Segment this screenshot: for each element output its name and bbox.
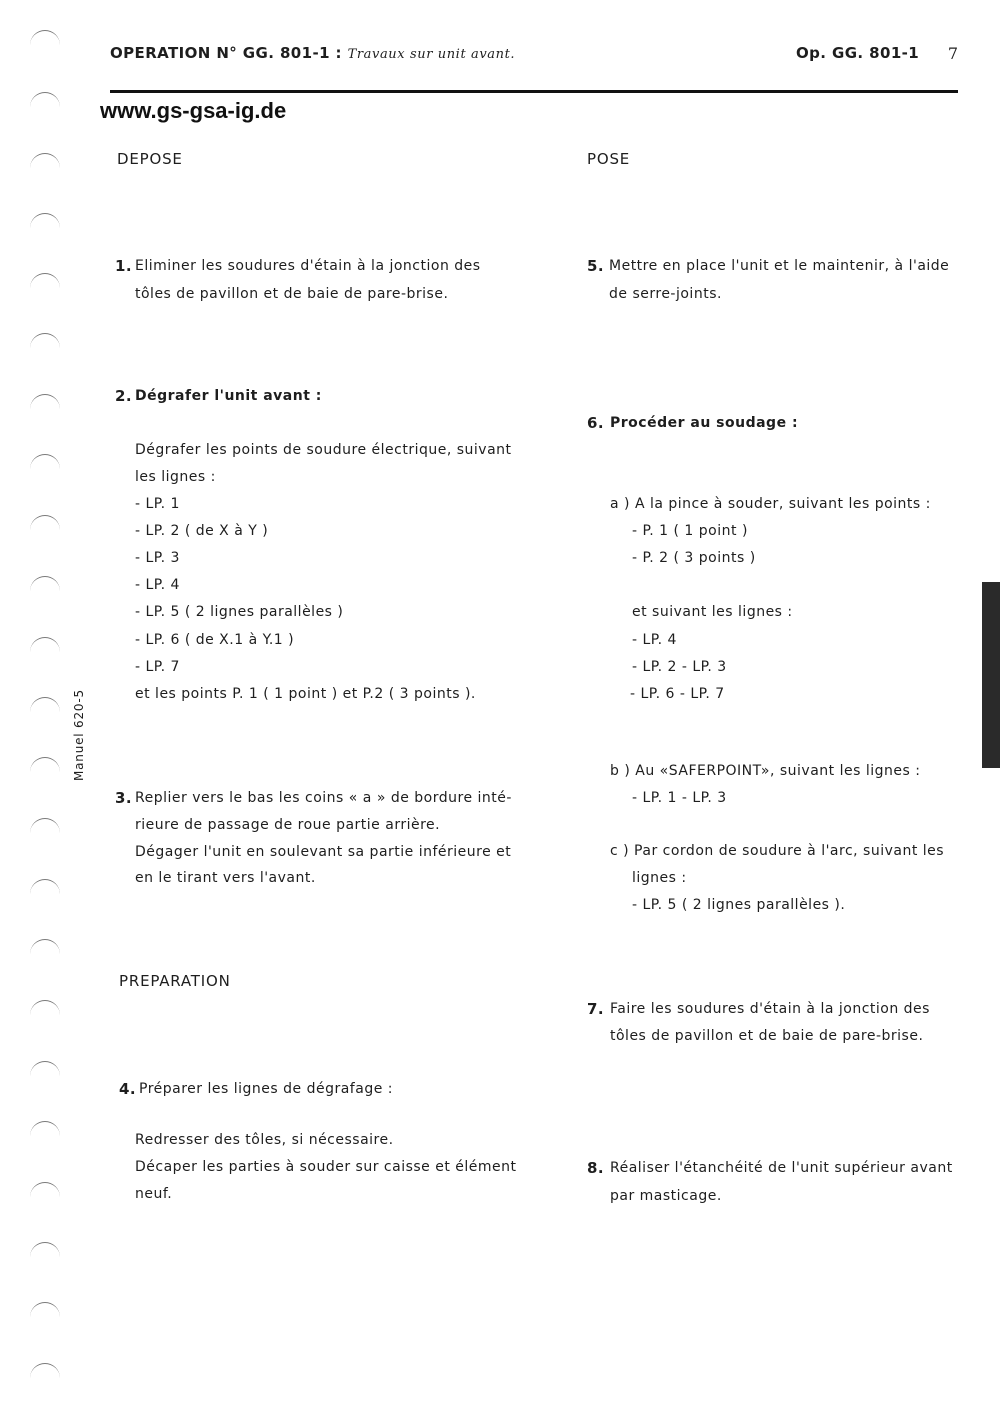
binder-hole — [30, 939, 60, 954]
step-6b-text: b ) Au «SAFERPOINT», suivant les lignes : — [610, 763, 921, 779]
step-4-number: 4. — [119, 1080, 137, 1098]
website-watermark: www.gs-gsa-ig.de — [100, 98, 287, 123]
preparation-heading: PREPARATION — [119, 972, 231, 990]
step-2-points: et les points P. 1 ( 1 point ) et P.2 ( 3 points ). — [135, 686, 476, 702]
binder-hole — [30, 576, 60, 591]
step-5-number: 5. — [587, 257, 605, 275]
step-3-text: rieure de passage de roue partie arrière. — [135, 817, 441, 833]
pose-heading: POSE — [587, 150, 631, 168]
step-6a-lines-intro: et suivant les lignes : — [632, 604, 793, 620]
binder-hole — [30, 1242, 60, 1257]
binder-hole — [30, 333, 60, 348]
line-list-item: - LP. 5 ( 2 lignes parallèles ) — [135, 604, 344, 620]
line-list-item: - LP. 1 - LP. 3 — [632, 790, 727, 806]
binder-hole — [30, 92, 60, 107]
binder-hole — [30, 153, 60, 168]
binder-hole — [30, 1182, 60, 1197]
point-list-item: - P. 2 ( 3 points ) — [632, 550, 756, 566]
step-4-text: Décaper les parties à souder sur caisse et élément — [135, 1159, 517, 1175]
step-3-number: 3. — [115, 789, 133, 807]
operation-title — [110, 44, 515, 62]
step-2-text: Dégrafer les points de soudure électrique, suivant — [135, 442, 512, 458]
binder-hole — [30, 1121, 60, 1136]
step-5-text: de serre-joints. — [609, 286, 722, 302]
step-4-text: Redresser des tôles, si nécessaire. — [135, 1132, 394, 1148]
line-list-item: - LP. 3 — [135, 550, 180, 566]
binder-hole — [30, 213, 60, 228]
binder-hole — [30, 1061, 60, 1076]
line-list-item: - LP. 6 ( de X.1 à Y.1 ) — [135, 632, 295, 648]
step-3-text: Dégager l'unit en soulevant sa partie inférieure et — [135, 844, 512, 860]
step-1-number: 1. — [115, 257, 133, 275]
step-5-text: Mettre en place l'unit et le maintenir, à l'aide — [609, 258, 950, 274]
point-list-item: - P. 1 ( 1 point ) — [632, 523, 748, 539]
step-7-text: Faire les soudures d'étain à la jonction des — [610, 1001, 930, 1017]
operation-number: OPERATION N° GG. 801-1 : — [110, 44, 342, 62]
line-list-item: - LP. 5 ( 2 lignes parallèles ). — [632, 897, 846, 913]
line-list-item: - LP. 1 — [135, 496, 180, 512]
step-1-text: Eliminer les soudures d'étain à la jonction des — [135, 258, 481, 274]
binder-hole — [30, 1000, 60, 1015]
section-tab-marker — [982, 582, 1000, 768]
binder-hole — [30, 454, 60, 469]
line-list-item: - LP. 4 — [632, 632, 677, 648]
operation-reference: Op. GG. 801-1 — [796, 44, 920, 62]
binder-holes — [22, 0, 72, 1417]
manual-side-label: Manuel 620-5 — [72, 689, 86, 781]
line-list-item: - LP. 6 - LP. 7 — [630, 686, 725, 702]
step-6-number: 6. — [587, 414, 605, 432]
line-list-item: - LP. 4 — [135, 577, 180, 593]
step-2-number: 2. — [115, 387, 133, 405]
depose-heading: DEPOSE — [117, 150, 183, 168]
binder-hole — [30, 1363, 60, 1378]
binder-hole — [30, 757, 60, 772]
line-list-item: - LP. 2 - LP. 3 — [632, 659, 727, 675]
step-3-text: en le tirant vers l'avant. — [135, 870, 316, 886]
step-3-text: Replier vers le bas les coins « a » de bordure inté- — [135, 790, 512, 806]
step-6a-text: a ) A la pince à souder, suivant les points : — [610, 496, 931, 512]
step-6c-text: c ) Par cordon de soudure à l'arc, suivant les — [610, 843, 945, 859]
binder-hole — [30, 818, 60, 833]
step-7-number: 7. — [587, 1000, 605, 1018]
binder-hole — [30, 697, 60, 712]
line-list-item: - LP. 2 ( de X à Y ) — [135, 523, 269, 539]
binder-hole — [30, 273, 60, 288]
step-8-text: par masticage. — [610, 1188, 722, 1204]
step-2-title: Dégrafer l'unit avant : — [135, 388, 322, 404]
header-rule — [110, 90, 958, 93]
step-1-text: tôles de pavillon et de baie de pare-brise. — [135, 286, 449, 302]
step-6c-text: lignes : — [632, 870, 687, 886]
step-7-text: tôles de pavillon et de baie de pare-brise. — [610, 1028, 924, 1044]
step-4-text: neuf. — [135, 1186, 173, 1202]
step-8-text: Réaliser l'étanchéité de l'unit supérieur avant — [610, 1160, 953, 1176]
binder-hole — [30, 637, 60, 652]
step-6-title: Procéder au soudage : — [610, 415, 799, 431]
step-4-title: Préparer les lignes de dégrafage : — [139, 1081, 393, 1097]
binder-hole — [30, 1302, 60, 1317]
page-header — [110, 44, 958, 66]
binder-hole — [30, 30, 60, 45]
binder-hole — [30, 515, 60, 530]
binder-hole — [30, 879, 60, 894]
binder-hole — [30, 394, 60, 409]
line-list-item: - LP. 7 — [135, 659, 180, 675]
step-8-number: 8. — [587, 1159, 605, 1177]
operation-subtitle: Travaux sur unit avant. — [347, 47, 516, 62]
page-number: 7 — [947, 44, 958, 63]
step-2-text: les lignes : — [135, 469, 216, 485]
